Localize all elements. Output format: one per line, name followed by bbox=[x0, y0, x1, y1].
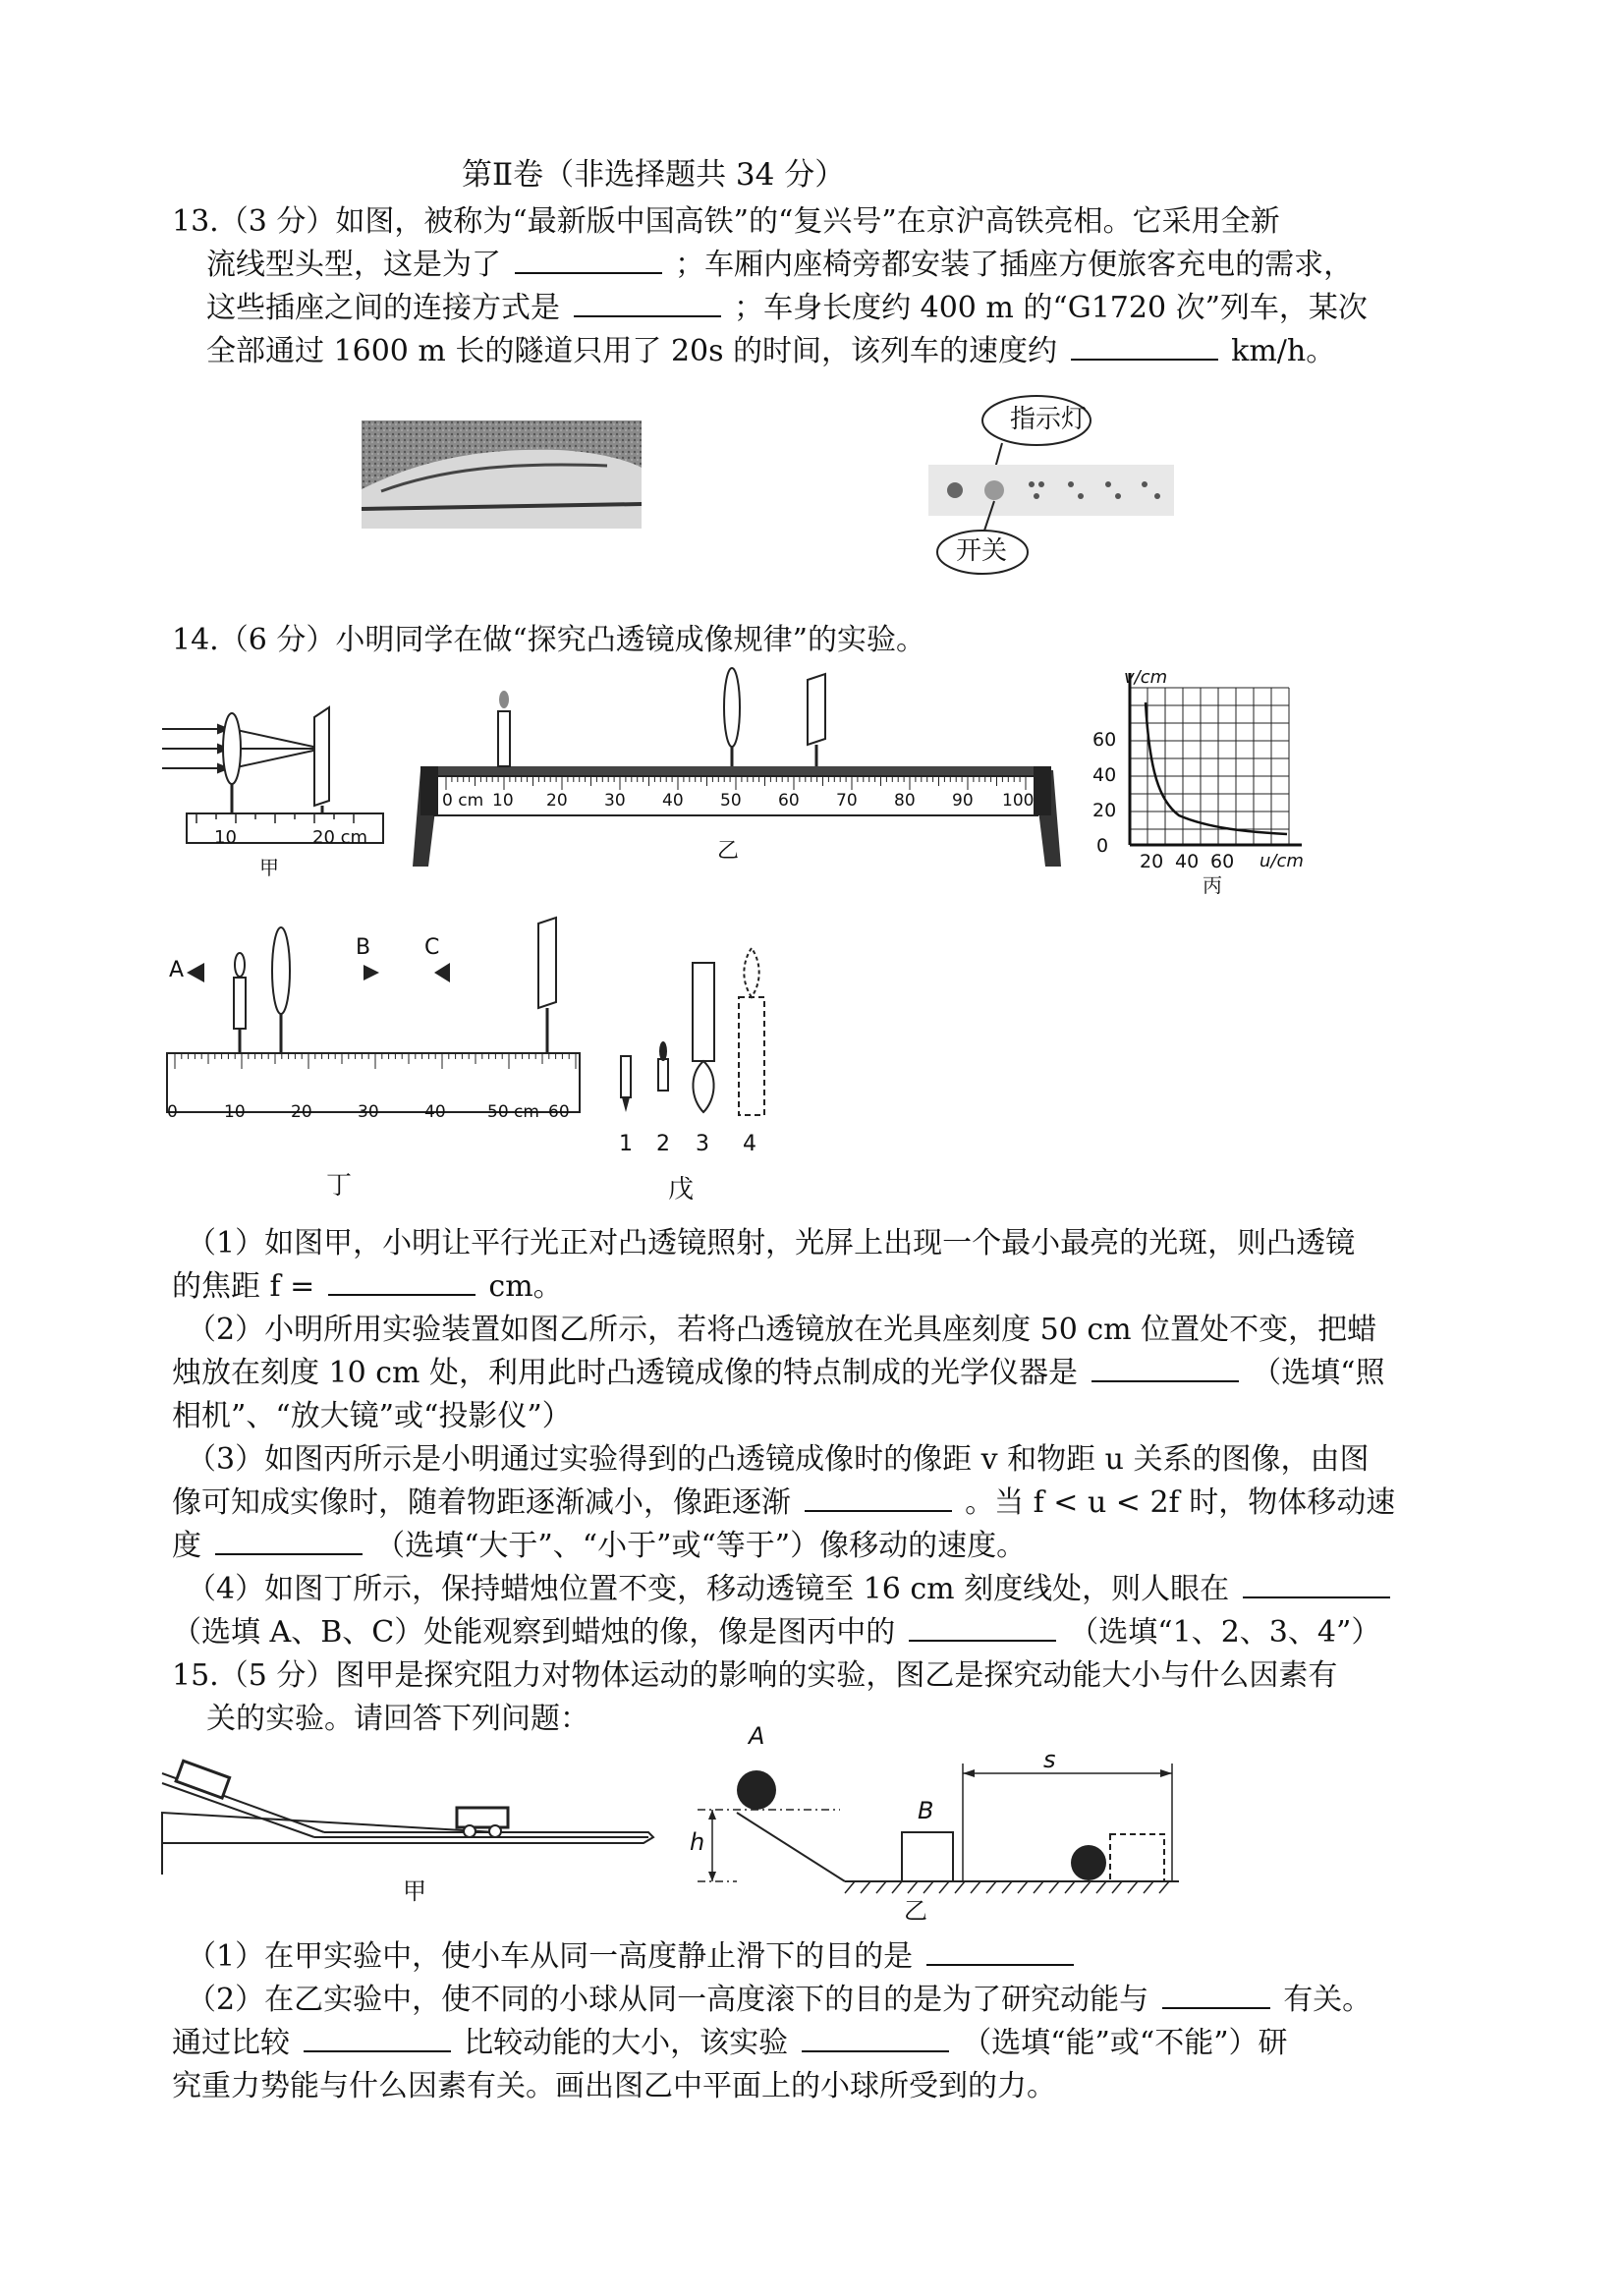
ruler-label: 50 bbox=[720, 791, 742, 811]
figure-label-15-jia: 甲 bbox=[403, 1877, 426, 1905]
ruler-label: 20 bbox=[546, 791, 568, 811]
image-label-1: 1 bbox=[619, 1132, 633, 1156]
eye-icon-a bbox=[187, 963, 204, 982]
tick-mark bbox=[1096, 1881, 1106, 1893]
ruler-label: 30 bbox=[604, 791, 626, 811]
q13-line2 bbox=[206, 244, 1353, 287]
tick-mark bbox=[1002, 1881, 1012, 1893]
q13-text: 全部通过 1600 m 长的隧道只用了 20s 的时间，该列车的速度约 bbox=[206, 334, 1058, 368]
answer-blank[interactable] bbox=[802, 2023, 949, 2052]
ruler-label: 100 bbox=[1002, 791, 1035, 811]
tick-mark bbox=[1049, 1881, 1059, 1893]
q13-text: ；车厢内座椅旁都安装了插座方便旅客充电的需求， bbox=[675, 248, 1354, 282]
q14-p4-line2 bbox=[172, 1611, 1380, 1654]
q15-p2-line1 bbox=[187, 1979, 1371, 2022]
q15-p1 bbox=[187, 1935, 1078, 1979]
q15-line2: 关的实验。请回答下列问题： bbox=[206, 1702, 589, 1736]
q15-p2-line2 bbox=[172, 2022, 1288, 2065]
graph-ytick: 0 bbox=[1096, 835, 1109, 857]
ruler-label: 20 bbox=[291, 1102, 312, 1122]
image-label-3: 3 bbox=[696, 1132, 709, 1156]
graph-ytick: 60 bbox=[1092, 729, 1117, 751]
q14-text: 度 bbox=[172, 1529, 201, 1563]
candle bbox=[234, 978, 246, 1029]
q14-text: 烛放在刻度 10 cm 处，利用此时凸透镜成像的特点制成的光学仪器是 bbox=[172, 1356, 1079, 1390]
answer-blank[interactable] bbox=[574, 288, 721, 317]
answer-blank[interactable] bbox=[805, 1483, 952, 1512]
tick-mark bbox=[1159, 1881, 1169, 1893]
candle bbox=[498, 711, 510, 766]
label-distance-s: s bbox=[1043, 1746, 1056, 1773]
graph-xtick: 60 bbox=[1210, 851, 1235, 872]
cart-bottom bbox=[457, 1808, 508, 1827]
ruler-label: 10 bbox=[492, 791, 514, 811]
figure-label-bing: 丙 bbox=[1203, 873, 1222, 897]
q14-text: （4）如图丁所示，保持蜡烛位置不变，移动透镜至 16 cm 刻度线处，则人眼在 bbox=[187, 1572, 1230, 1606]
tick-mark bbox=[1144, 1881, 1153, 1893]
tick-mark bbox=[1065, 1881, 1075, 1893]
graph-ylabel: v/cm bbox=[1124, 667, 1168, 688]
block-b bbox=[902, 1832, 953, 1881]
image-option-4 bbox=[739, 997, 764, 1115]
ruler-label: 40 bbox=[424, 1102, 446, 1122]
light-screen bbox=[538, 918, 556, 1008]
q14-p1-line1: （1）如图甲，小明让平行光正对凸透镜照射，光屏上出现一个最小最亮的光斑，则凸透镜 bbox=[187, 1226, 1356, 1260]
q14-text: cm。 bbox=[488, 1269, 563, 1304]
ruler-label: 10 bbox=[214, 827, 237, 848]
image-option-3 bbox=[693, 963, 714, 1061]
figure-label-yi: 乙 bbox=[717, 839, 740, 864]
image-label-2: 2 bbox=[656, 1132, 670, 1156]
tick-mark bbox=[876, 1881, 886, 1893]
answer-blank[interactable] bbox=[1243, 1569, 1390, 1598]
q14-p2-line2 bbox=[172, 1352, 1384, 1395]
tick-mark bbox=[1081, 1881, 1091, 1893]
label-switch: 开关 bbox=[956, 536, 1008, 566]
ruler-label: 20 cm bbox=[312, 827, 368, 848]
section-title: 第Ⅱ卷（非选择题共 34 分） bbox=[462, 157, 846, 193]
label-indicator: 指示灯 bbox=[1010, 405, 1088, 434]
convex-lens bbox=[272, 927, 290, 1014]
ball-on-plane bbox=[1071, 1845, 1106, 1880]
q14-p4-line1 bbox=[187, 1568, 1394, 1611]
q14-text: （选填“大于”、“小于”或“等于”）像移动的速度。 bbox=[375, 1529, 1027, 1563]
tick-mark bbox=[1034, 1881, 1043, 1893]
q15-line1: 15.（5 分）图甲是探究阻力对物体运动的影响的实验，图乙是探究动能大小与什么因素有 bbox=[172, 1658, 1338, 1693]
candle-flame bbox=[499, 691, 509, 708]
tick-mark bbox=[923, 1881, 933, 1893]
tick-mark bbox=[845, 1881, 855, 1893]
q14-text: （选填 A、B、C）处能观察到蜡烛的像，像是图丙中的 bbox=[172, 1615, 896, 1650]
ruler-label: 70 bbox=[836, 791, 858, 811]
graph-ytick: 40 bbox=[1092, 764, 1117, 786]
answer-blank[interactable] bbox=[926, 1936, 1074, 1966]
cart-top bbox=[176, 1761, 230, 1798]
q15-text: 通过比较 bbox=[172, 2026, 290, 2060]
light-screen bbox=[314, 707, 329, 806]
figure-yi-optical-bench bbox=[413, 660, 1061, 867]
graph-xtick: 40 bbox=[1175, 851, 1200, 872]
tick-mark bbox=[1112, 1881, 1122, 1893]
figure-label-jia: 甲 bbox=[259, 856, 279, 879]
q14-text: 的焦距 f = bbox=[172, 1269, 315, 1304]
ruler-label: 90 bbox=[952, 791, 974, 811]
q15-text: （2）在乙实验中，使不同的小球从同一高度滚下的目的是为了研究动能与 bbox=[187, 1983, 1149, 2017]
v-u-curve bbox=[1146, 702, 1287, 834]
eye-label-b: B bbox=[356, 935, 371, 960]
ruler-label: 60 bbox=[778, 791, 800, 811]
graph-xtick: 20 bbox=[1140, 851, 1164, 872]
eye-label-a: A bbox=[169, 958, 185, 982]
q14-text: 像可知成实像时，随着物距逐渐减小，像距逐渐 bbox=[172, 1485, 791, 1520]
figure-ding-setup bbox=[157, 904, 589, 1130]
q15-text: 比较动能的大小，该实验 bbox=[464, 2026, 789, 2060]
figure-label-15-yi: 乙 bbox=[904, 1897, 927, 1925]
figure-label-wu: 戊 bbox=[668, 1175, 695, 1204]
tick-mark bbox=[939, 1881, 949, 1893]
q14-p3-line3 bbox=[172, 1525, 1026, 1568]
ball-a bbox=[737, 1770, 776, 1810]
socket-panel bbox=[928, 465, 1174, 516]
ruler-label: 80 bbox=[894, 791, 916, 811]
tick-mark bbox=[861, 1881, 870, 1893]
q15-text: （选填“能”或“不能”）研 bbox=[962, 2026, 1288, 2060]
answer-blank[interactable] bbox=[215, 1526, 363, 1555]
q13-line4 bbox=[206, 330, 1335, 373]
convex-lens bbox=[724, 668, 740, 747]
q14-p3-line2 bbox=[172, 1482, 1395, 1525]
q15-p2-line3: 究重力势能与什么因素有关。画出图乙中平面上的小球所受到的力。 bbox=[172, 2069, 1056, 2103]
eye-label-c: C bbox=[424, 935, 440, 960]
answer-blank[interactable] bbox=[909, 1612, 1056, 1642]
label-block-b: B bbox=[918, 1797, 934, 1824]
ruler-label: 60 bbox=[548, 1102, 570, 1122]
image-option-2 bbox=[658, 1059, 668, 1091]
q13-text: km/h。 bbox=[1231, 334, 1336, 368]
answer-blank[interactable] bbox=[304, 2023, 451, 2052]
tick-mark bbox=[971, 1881, 980, 1893]
ruler-label: 40 bbox=[662, 791, 684, 811]
eye-icon-b bbox=[364, 965, 379, 980]
ruler-label: 50 cm bbox=[487, 1102, 539, 1122]
q14-p2-line3: 相机”、“放大镜”或“投影仪”） bbox=[172, 1399, 572, 1433]
convex-lens bbox=[223, 713, 241, 784]
q13-text: 流线型头型，这是为了 bbox=[206, 248, 501, 282]
answer-blank[interactable] bbox=[328, 1266, 476, 1296]
graph-xlabel: u/cm bbox=[1259, 851, 1304, 871]
answer-blank[interactable] bbox=[1091, 1353, 1239, 1382]
q13-text: 这些插座之间的连接方式是 bbox=[206, 291, 560, 325]
light-screen bbox=[808, 674, 825, 745]
figure-label-ding: 丁 bbox=[326, 1171, 353, 1201]
image-option-1 bbox=[621, 1056, 631, 1097]
candle-flame bbox=[235, 953, 245, 977]
answer-blank[interactable] bbox=[1162, 1980, 1270, 2009]
q14-p1-line2 bbox=[172, 1265, 563, 1309]
q15-text: 有关。 bbox=[1283, 1983, 1372, 2017]
figure-15-jia-incline bbox=[157, 1759, 658, 1886]
q14-text: 。当 f < u < 2f 时，物体移动速 bbox=[965, 1485, 1396, 1520]
tick-mark bbox=[986, 1881, 996, 1893]
tick-mark bbox=[955, 1881, 965, 1893]
tick-mark bbox=[908, 1881, 918, 1893]
q13-line1: 13.（3 分）如图，被称为“最新版中国高铁”的“复兴号”在京沪高铁亮相。它采用全新 bbox=[172, 204, 1280, 239]
ruler-label: 10 bbox=[224, 1102, 246, 1122]
ramp bbox=[737, 1813, 845, 1881]
tick-mark bbox=[1128, 1881, 1138, 1893]
q15-text: （1）在甲实验中，使小车从同一高度静止滑下的目的是 bbox=[187, 1939, 914, 1974]
q14-text: （选填“1、2、3、4”） bbox=[1069, 1615, 1381, 1650]
figure-wu-images bbox=[609, 943, 776, 1130]
tick-mark bbox=[1018, 1881, 1028, 1893]
q14-text: （选填“照 bbox=[1252, 1356, 1385, 1390]
graph-ytick: 20 bbox=[1092, 800, 1117, 821]
ruler-label: 0 cm bbox=[442, 791, 484, 811]
q14-p3-line1: （3）如图丙所示是小明通过实验得到的凸透镜成像时的像距 v 和物距 u 关系的图像，由图 bbox=[187, 1442, 1370, 1477]
q13-line3 bbox=[206, 287, 1368, 330]
answer-blank[interactable] bbox=[1071, 331, 1218, 361]
image-label-4: 4 bbox=[743, 1132, 756, 1156]
block-b-final bbox=[1110, 1834, 1164, 1881]
label-ball-a: A bbox=[749, 1722, 765, 1750]
label-height-h: h bbox=[690, 1828, 705, 1856]
ruler-label: 0 bbox=[167, 1102, 178, 1122]
q14-p2-line1: （2）小明所用实验装置如图乙所示，若将凸透镜放在光具座刻度 50 cm 位置处不变，把蜡 bbox=[187, 1313, 1377, 1347]
answer-blank[interactable] bbox=[515, 245, 662, 274]
eye-icon-c bbox=[434, 963, 450, 982]
train-photo bbox=[362, 420, 642, 529]
ruler-label: 30 bbox=[358, 1102, 379, 1122]
tick-mark bbox=[892, 1881, 902, 1893]
q13-text: ；车身长度约 400 m 的“G1720 次”列车，某次 bbox=[734, 291, 1368, 325]
q14-intro: 14.（6 分）小明同学在做“探究凸透镜成像规律”的实验。 bbox=[172, 623, 926, 657]
